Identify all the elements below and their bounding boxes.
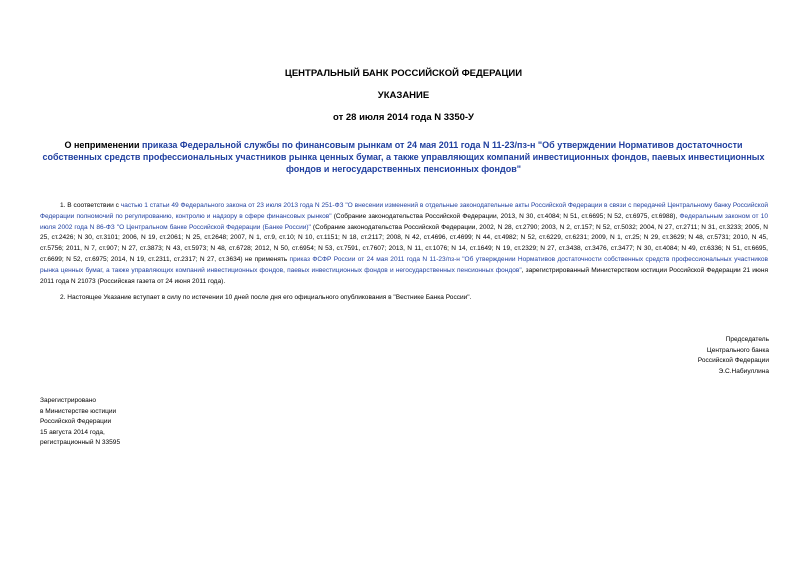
- registration-number: регистрационный N 33595: [40, 439, 121, 446]
- federal-law-251-link[interactable]: частью 1 статьи 49 Федерального закона от 23 июля 2013 года N 251-ФЗ "О внесении изменений в отдельные законодательные акты Российской Федерации в связи с передачей Центральному банку Российской Федерации полномочий по регулированию, контролю и надзору в сфере финансовых рынков": [40, 202, 768, 220]
- title-prefix: О неприменении: [64, 140, 142, 150]
- registration-line: Зарегистрировано: [40, 397, 97, 404]
- title-order-link[interactable]: приказа Федеральной службы по финансовым рынкам от 24 мая 2011 года N 11-23/пз-н "Об утверждении Нормативов достаточности собственных средств профессиональных участников рынка ценных бумаг, а также управляющих компаний инвестиционных фондов, паевых инвестиционных фондов и негосударственных пенсионных фондов": [42, 140, 765, 174]
- paragraph-1: [40, 201, 768, 287]
- registration-line: в Министерстве юстиции: [40, 407, 117, 415]
- paragraph-1-text-3: (Собрание законодательства Российской Федерации, 2002, N 28, ст.2790; 2003, N 2, ст.157; N 52, ст.5032; 2004, N 27, ст.2711; N 31, ст.3233; 2005, N 25, ст.2426; N 30, ст.3101; 2006, N 19, ст.2061; N 25, ст.2648; 2007, N 1, ст.9, ст.10; N 10, ст.1151; N 18, ст.2117; 2008, N 42, ст.4696, ст.4699; N 44, ст.4982; N 52, ст.6229, ст.6231; 2009, N 1, ст.25; N 29, ст.3629; N 48, ст.5731; 2010, N 45, ст.5756; 2011, N 7, ст.907; N 27, ст.3873; N 43, ст.5973; N 48, ст.6728; 2012, N 50, ст.6954; N 53, ст.7591, ст.7607; 2013, N 11, ст.1076; N 14, ст.1649; N 19, ст.2329; N 27, ст.3438, ст.3476, ст.3477; N 30, ст.4084; N 49, ст.6336; N 51, ст.6695, ст.6699; N 52, ст.6975; 2014, N 19, ст.2311, ст.2317; N 27, ст.3634) не применять: [40, 223, 768, 263]
- document-title: [40, 139, 767, 175]
- registration-date: 15 августа 2014 года,: [40, 428, 105, 436]
- signature-line: Председатель: [725, 336, 769, 343]
- paragraph-1-text-2: (Собрание законодательства Российской Федерации, 2013, N 30, ст.4084; N 51, ст.6695; N 52, ст.6975, ст.6988),: [331, 212, 680, 220]
- paragraph-1-text-1: 1. В соответствии с: [60, 202, 121, 209]
- paragraph-1-text-4: , зарегистрированный Министерством юстиции Российской Федерации 21 июня 2011 года N 21073 (Российская газета от 24 июня 2011 года).: [40, 266, 768, 285]
- federal-law-86-link[interactable]: Федеральным законом от 10 июля 2002 года N 86-ФЗ "О Центральном банке Российской Федерации (Банке России)": [40, 212, 768, 231]
- registration-block: [40, 396, 240, 449]
- issuer-heading: ЦЕНТРАЛЬНЫЙ БАНК РОССИЙСКОЙ ФЕДЕРАЦИИ: [284, 68, 523, 79]
- document-type: УКАЗАНИЕ: [377, 90, 430, 101]
- registration-line: Российской Федерации: [40, 418, 112, 425]
- signature-line: Центрального банка: [706, 346, 769, 354]
- signature-line: Российской Федерации: [697, 357, 769, 364]
- document-date-number: от 28 июля 2014 года N 3350-У: [333, 112, 474, 123]
- signature-name: Э.С.Набиуллина: [718, 367, 769, 375]
- fsfr-order-link[interactable]: приказ ФСФР России от 24 мая 2011 года N 11-23/пз-н "Об утверждении Нормативов достаточности собственных средств профессиональных участников рынка ценных бумаг, а также управляющих компаний инвестиционных фондов, паевых инвестиционных фондов и негосударственных пенсионных фондов": [40, 255, 768, 274]
- signature-block: [649, 335, 769, 377]
- paragraph-2: 2. Настоящее Указание вступает в силу по истечении 10 дней после дня его официального опубликования в "Вестнике Банка России".: [60, 294, 472, 301]
